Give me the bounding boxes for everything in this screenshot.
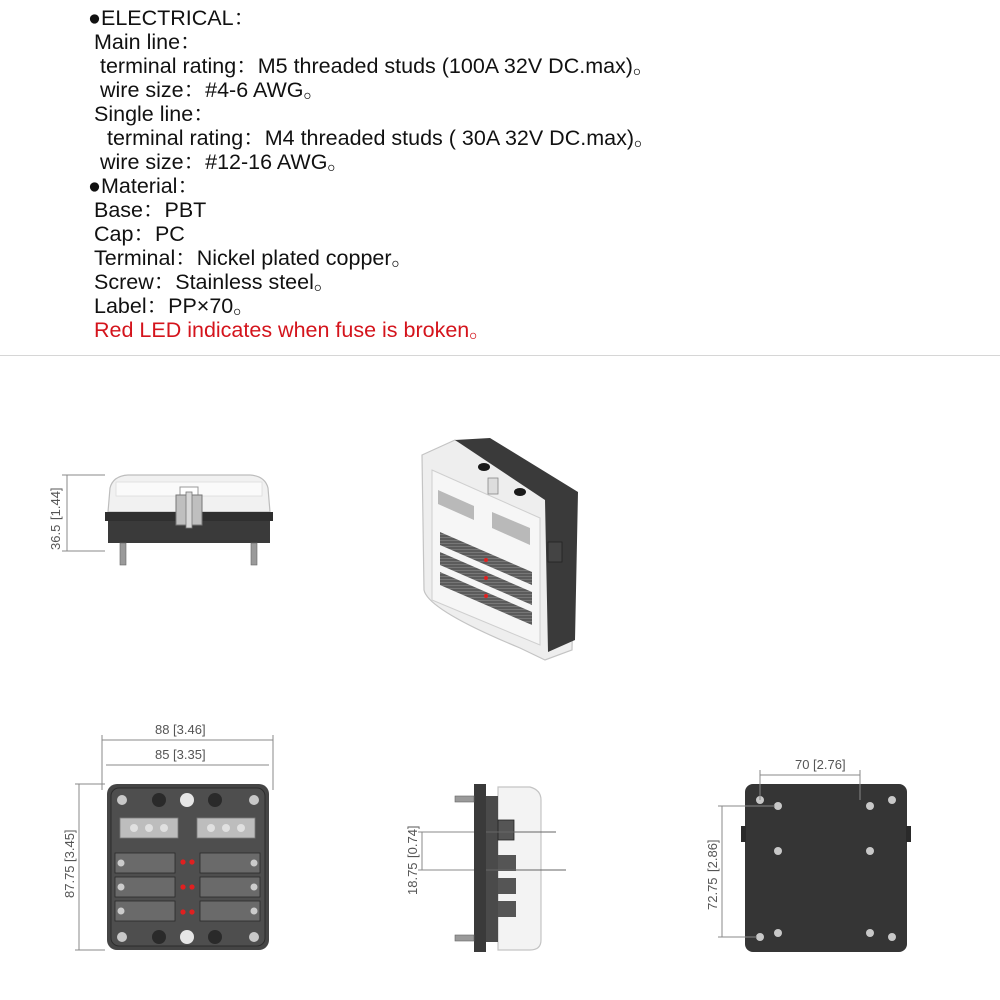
back-view-drawing: [718, 770, 911, 952]
svg-text:[0.74]: [0.74]: [405, 825, 420, 858]
width-inner-inch: 3.35: [176, 747, 202, 762]
spec-line: Base：PBT: [94, 198, 207, 222]
svg-text:36.5: [48, 525, 63, 550]
profile-height-inch: 0.74: [405, 829, 420, 855]
spec-line: Single line：: [94, 102, 215, 126]
hole-spacing-y-value: 72.75: [705, 877, 720, 910]
profile-height-dimension: [405, 825, 420, 895]
spec-line: ●ELECTRICAL：: [88, 6, 256, 30]
spec-line: Terminal：Nickel plated copper。: [94, 246, 414, 270]
hole-spacing-x-inch: 2.76: [816, 757, 842, 772]
spec-line: Cap：PC: [94, 222, 185, 246]
svg-text:85: [155, 747, 169, 762]
hole-spacing-x-value: 70: [795, 757, 810, 772]
svg-text:72.75: [705, 877, 720, 910]
front-view-drawing: [75, 735, 273, 950]
profile-height-value: 18.75: [405, 862, 420, 895]
svg-text:70: [795, 757, 809, 772]
spec-line: wire size：#12-16 AWG。: [100, 150, 349, 174]
svg-text:[2.76]: [2.76]: [813, 757, 846, 772]
svg-text:87.75: [62, 865, 77, 898]
svg-text:[3.45]: [3.45]: [62, 829, 77, 862]
side-height-dimension: [48, 487, 63, 550]
profile-view-drawing: [418, 784, 566, 952]
spec-line: Main line：: [94, 30, 202, 54]
spec-line: terminal rating：M5 threaded studs (100A 32V DC.max)。: [100, 54, 655, 78]
front-width-outer-dimension: [155, 722, 206, 737]
spec-line: ●Material：: [88, 174, 199, 198]
width-outer-inch: 3.46: [176, 722, 202, 737]
width-inner-value: 85: [155, 747, 170, 762]
height-front-inch: 3.45: [62, 833, 77, 859]
spec-line: terminal rating：M4 threaded studs ( 30A 32V DC.max)。: [107, 126, 656, 150]
svg-text:88: [155, 722, 169, 737]
width-outer-value: 88: [155, 722, 170, 737]
svg-text:18.75: [405, 862, 420, 895]
back-height-dimension: [705, 839, 720, 910]
front-height-dimension: [62, 829, 77, 898]
side-height-value: 36.5: [48, 524, 63, 550]
perspective-view-drawing: [422, 438, 578, 660]
side-view-drawing: [62, 475, 273, 565]
svg-text:[3.35]: [3.35]: [173, 747, 206, 762]
front-width-inner-dimension: [155, 747, 206, 762]
spec-line: Label：PP×70。: [94, 294, 255, 318]
back-width-dimension: [795, 757, 846, 772]
height-front-value: 87.75: [62, 865, 77, 898]
spec-line: wire size：#4-6 AWG。: [100, 78, 326, 102]
svg-text:[1.44]: [1.44]: [48, 487, 63, 520]
svg-text:[3.46]: [3.46]: [173, 722, 206, 737]
hole-spacing-y-inch: 2.86: [705, 843, 720, 869]
side-height-inch: 1.44: [48, 491, 63, 517]
spec-warning-line: Red LED indicates when fuse is broken。: [94, 318, 491, 342]
spec-line: Screw：Stainless steel。: [94, 270, 336, 294]
svg-text:[2.86]: [2.86]: [705, 839, 720, 872]
